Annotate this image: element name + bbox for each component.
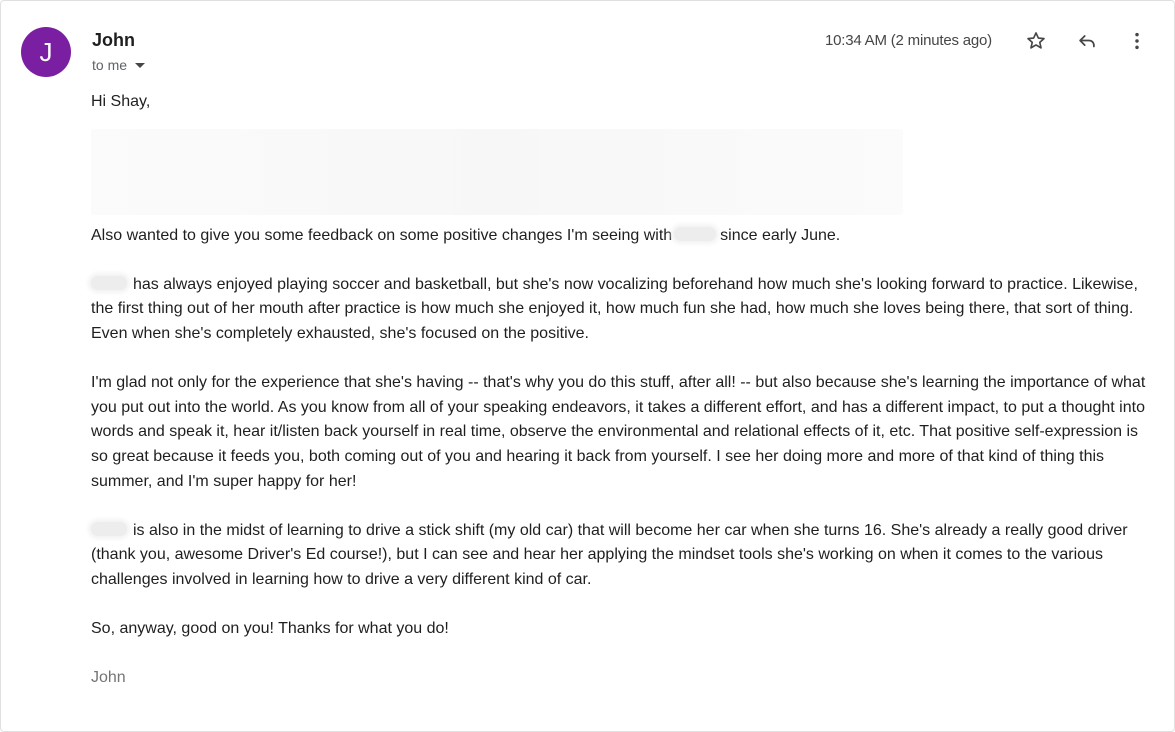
recipient-label: to me	[92, 57, 128, 73]
paragraph-1	[91, 224, 1151, 249]
more-options-button[interactable]	[1124, 28, 1150, 54]
sender-name[interactable]: John	[92, 30, 135, 50]
redacted-name	[91, 522, 127, 536]
paragraph-4-text: is also in the midst of learning to drive a stick shift (my old car) that will become her car when she turns 16. She's already a really good driver (thank you, awesome Driver's Ed course!), but I can see and hear her applying the mindset tools she's working on when it comes to the various challenges involved in learning how to drive a very different kind of car.	[91, 521, 1128, 588]
redacted-name	[674, 227, 716, 241]
paragraph-5: So, anyway, good on you! Thanks for what you do!	[91, 620, 449, 638]
paragraph-1-end: since early June.	[720, 226, 841, 244]
more-vert-icon	[1126, 30, 1148, 52]
reply-icon	[1076, 30, 1098, 52]
paragraph-3: I'm glad not only for the experience that she's having -- that's why you do this stuff, after all! -- but also because she's learning the importance of what you put out into the world. As you know from all of your speaking endeavors, it takes a different effort, and has a different impact, to put a thought into words and speak it, hear it/listen back yourself in real time, observe the environmental and relational effects of it, etc. That positive self-expression is so great because it feeds you, both coming out of you and hearing it back from yourself. I see her doing more and more of that kind of thing this summer, and I'm super happy for her!	[91, 374, 1146, 490]
redacted-name	[91, 276, 127, 290]
paragraph-4	[91, 519, 1151, 593]
star-icon	[1025, 30, 1047, 52]
message-timestamp: 10:34 AM (2 minutes ago)	[825, 32, 992, 49]
paragraph-2	[91, 273, 1151, 347]
star-button[interactable]	[1023, 28, 1049, 54]
reply-button[interactable]	[1074, 28, 1100, 54]
signature: John	[91, 669, 126, 687]
paragraph-2-text: has always enjoyed playing soccer and basketball, but she's now vocalizing beforehand how much she's looking forward to practice. Likewise, the first thing out of her mouth after practice is how much she enjoyed it, how much fun she had, how much she loves being there, that sort of thing. Even when she's completely exhausted, she's focused on the positive.	[91, 275, 1138, 342]
caret-down-icon	[135, 63, 145, 68]
message-body	[91, 90, 1151, 691]
recipient-details-toggle[interactable]	[92, 57, 145, 73]
sender-avatar[interactable]: J	[21, 27, 71, 77]
redacted-block	[91, 129, 903, 215]
greeting: Hi Shay,	[91, 93, 151, 110]
paragraph-1-start: Also wanted to give you some feedback on some positive changes I'm seeing with	[91, 226, 673, 244]
